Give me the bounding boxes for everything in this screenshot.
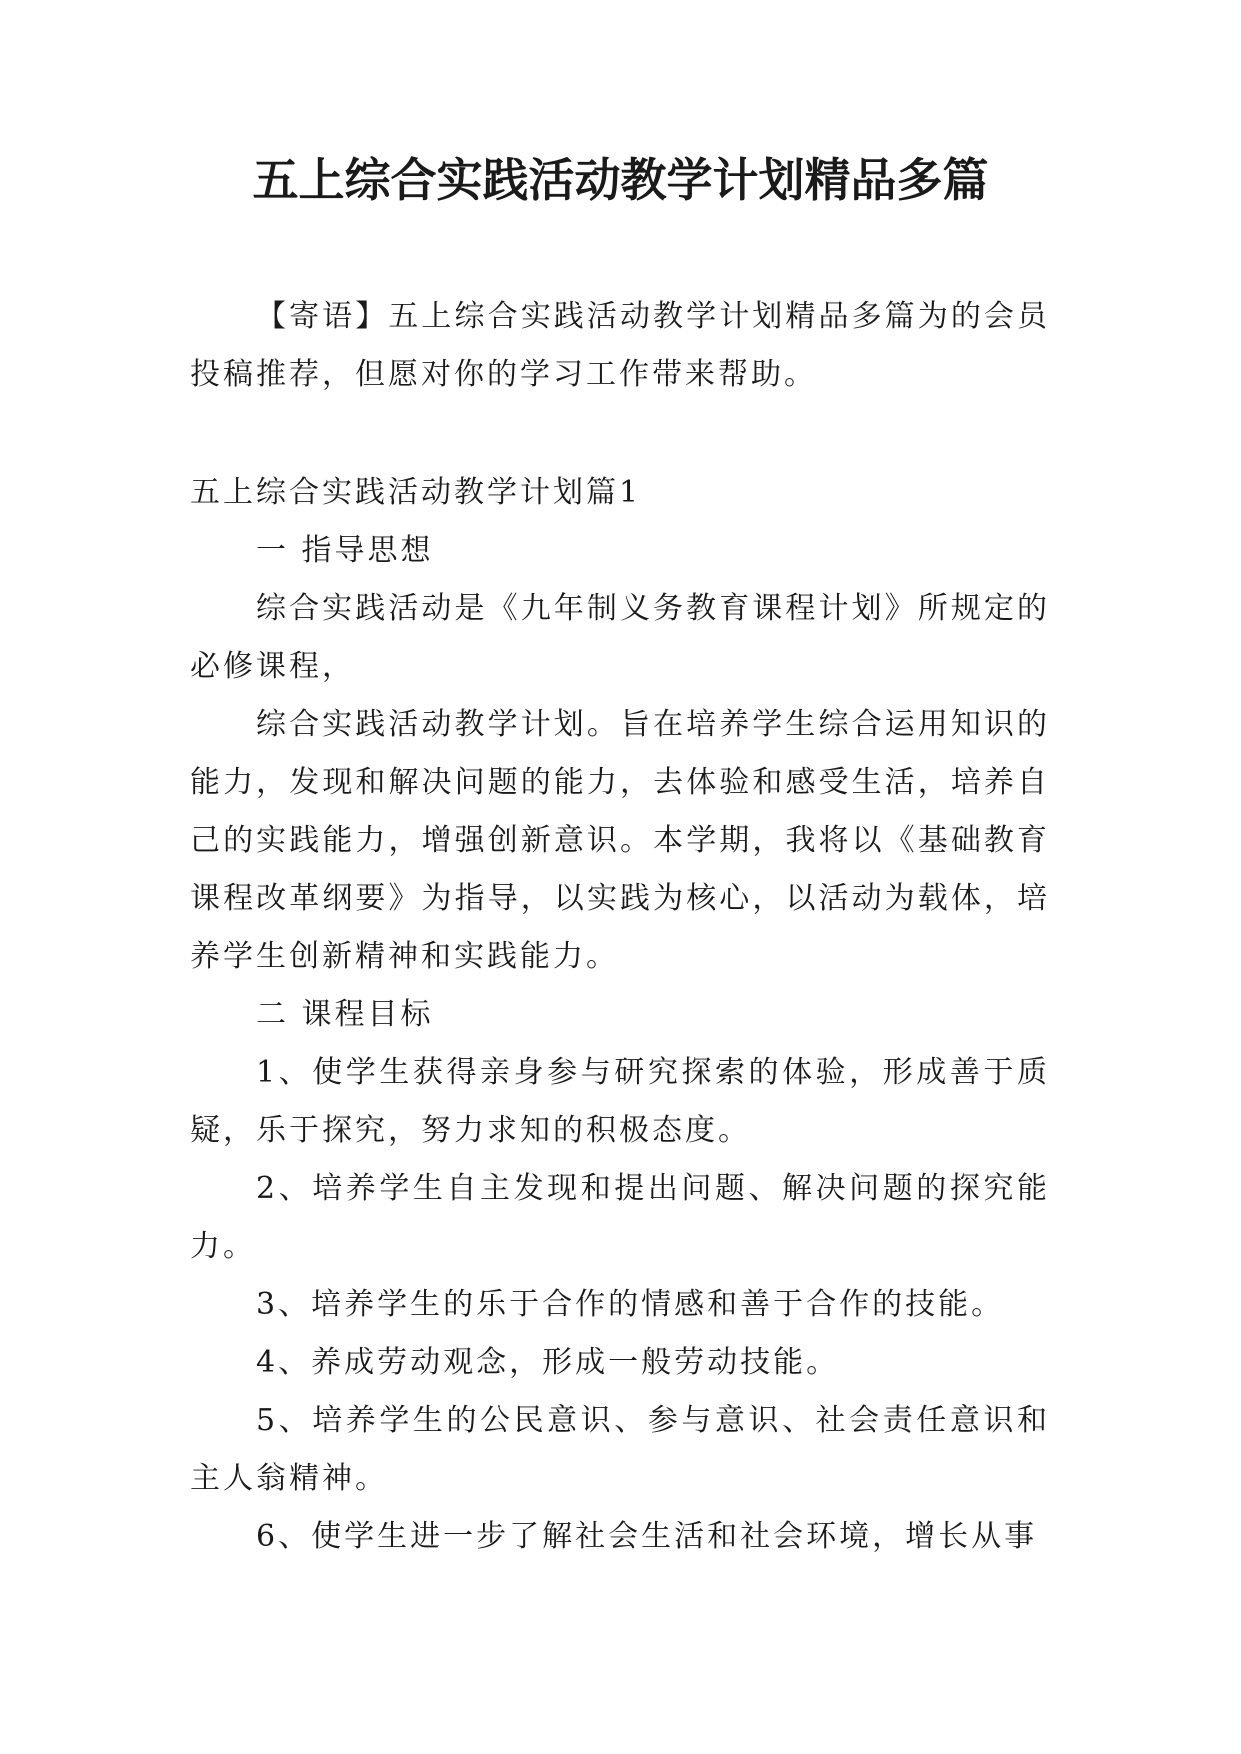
goal-item: 6、使学生进一步了解社会生活和社会环境，增长从事 [256, 1519, 1038, 1554]
intro-paragraph: 【寄语】五上综合实践活动教学计划精品多篇为的会员投稿推荐，但愿对你的学习工作带来帮助。 [190, 299, 1050, 392]
goal-item: 2、培养学生自主发现和提出问题、解决问题的探究能力。 [190, 1171, 1050, 1264]
body-paragraph: 综合实践活动教学计划。旨在培养学生综合运用知识的能力，发现和解决问题的能力，去体验和感受生活，培养自己的实践能力，增强创新意识。本学期，我将以《基础教育课程改革纲要》为指导，以实践为核心，以活动为载体，培养学生创新精神和实践能力。 [190, 707, 1050, 974]
heading-guiding-thought: 一 指导思想 [256, 533, 434, 568]
goal-item: 3、培养学生的乐于合作的情感和善于合作的技能。 [256, 1287, 1005, 1322]
body-paragraph: 综合实践活动是《九年制义务教育课程计划》所规定的必修课程， [190, 591, 1050, 684]
goal-item: 5、培养学生的公民意识、参与意识、社会责任意识和主人翁精神。 [190, 1403, 1050, 1496]
section-block [190, 464, 1050, 1566]
goal-item: 1、使学生获得亲身参与研究探索的体验，形成善于质疑，乐于探究，努力求知的积极态度。 [190, 1055, 1050, 1148]
goal-item: 4、养成劳动观念，形成一般劳动技能。 [256, 1345, 840, 1380]
heading-course-goals: 二 课程目标 [256, 997, 434, 1032]
section-heading: 五上综合实践活动教学计划篇1 [190, 475, 642, 510]
intro-block [190, 288, 1050, 404]
document-title: 五上综合实践活动教学计划精品多篇 [252, 153, 989, 207]
